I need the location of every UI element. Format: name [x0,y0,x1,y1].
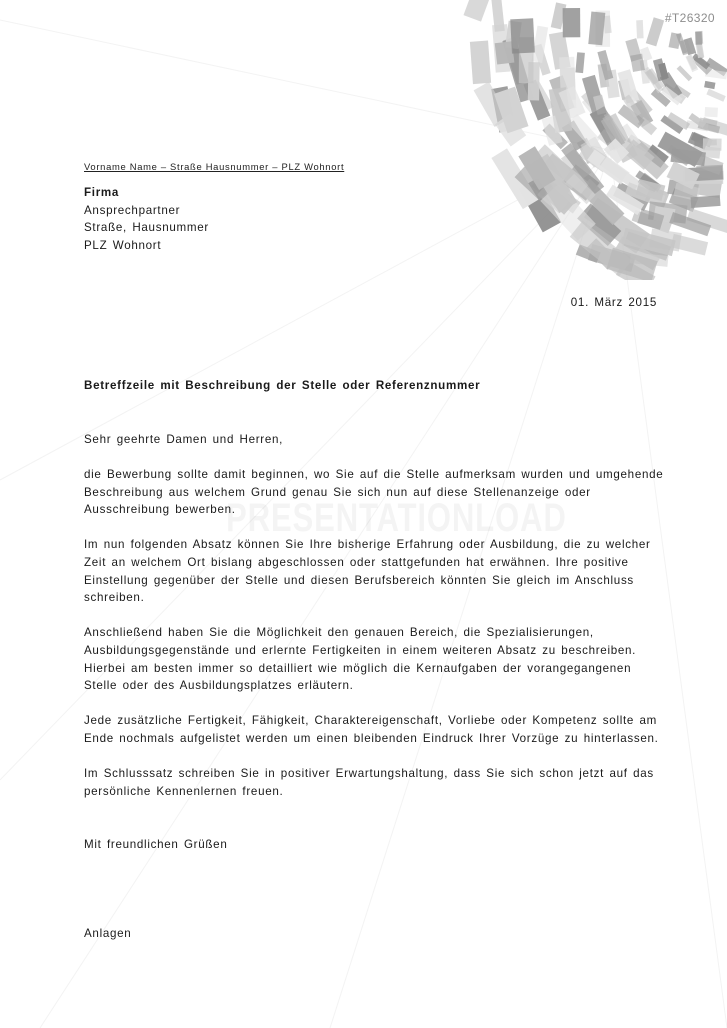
decorative-tile [671,234,709,256]
attachments-label: Anlagen [84,927,132,940]
document-code: #T26320 [664,11,715,25]
body-paragraph: Im nun folgenden Absatz können Sie Ihre bisherige Erfahrung oder Ausbildung, die zu welcher Zeit an welchem Ort bislang abgeschlossen oder stattgefunden hat erwähnen. Ihre positive Einstellung gegenüber der Stelle und diesen Berufsbereich könnten Sie gleich im Anschluss schreiben. [84,538,651,605]
recipient-block [84,184,209,254]
recipient-contact: Ansprechpartner [84,203,181,217]
decorative-tile [677,65,693,81]
recipient-street: Straße, Hausnummer [84,221,209,235]
decorative-tile [704,81,715,89]
decorative-tile [691,195,721,208]
decorative-tile [510,18,535,53]
body-paragraph: Jede zusätzliche Fertigkeit, Fähigkeit, Charaktereigenschaft, Vorliebe oder Kompetenz sollte am Ende nochmals aufgelistet werden um einen bleibenden Eindruck Ihrer Vorzüge zu hinterlassen. [84,714,659,745]
closing: Mit freundlichen Grüßen [84,838,228,851]
body-paragraph: Anschließend haben Sie die Möglichkeit den genauen Bereich, die Spezialisierungen, Ausbildungsgegenstände und erlernte Fertigkeiten in einem weiteren Absatz zu beschreiben. Hierbei am besten immer so detailliert wie möglich die Kernaufgaben der vorangegangenen Stelle oder des Ausbildungsplatzes erläutern. [84,626,637,693]
sender-address-line: Vorname Name – Straße Hausnummer – PLZ Wohnort [84,161,345,172]
subject-line: Betreffzeile mit Beschreibung der Stelle oder Referenznummer [84,379,481,392]
letter-date: 01. März 2015 [570,296,657,309]
decorative-tile [470,40,491,84]
salutation: Sehr geehrte Damen und Herren, [84,433,284,446]
letter-body [84,466,664,818]
decorative-tile [575,52,585,73]
decorative-tile [463,0,490,22]
body-paragraph: die Bewerbung sollte damit beginnen, wo Sie auf die Stelle aufmerksam wurden und umgehende Beschreibung aus welchem Grund genau Sie sich nun auf diese Stellenanzeige oder Ausschreibung bewerben. [84,468,664,517]
decorative-tile [706,89,725,102]
decorative-tile [646,17,664,46]
decorative-tile [563,8,581,37]
decorative-tile [696,165,723,181]
decorative-tile-burst [427,0,727,280]
decorative-tile [495,41,515,64]
body-paragraph: Im Schlusssatz schreiben Sie in positiver Erwartungshaltung, dass Sie sich schon jetzt auf das persönliche Kennenlernen freuen. [84,767,654,798]
decorative-tile [703,138,722,151]
decorative-tile [705,107,718,117]
decorative-tile [636,20,643,38]
recipient-company: Firma [84,186,120,199]
decorative-tile [695,32,702,45]
recipient-city: PLZ Wohnort [84,238,162,252]
